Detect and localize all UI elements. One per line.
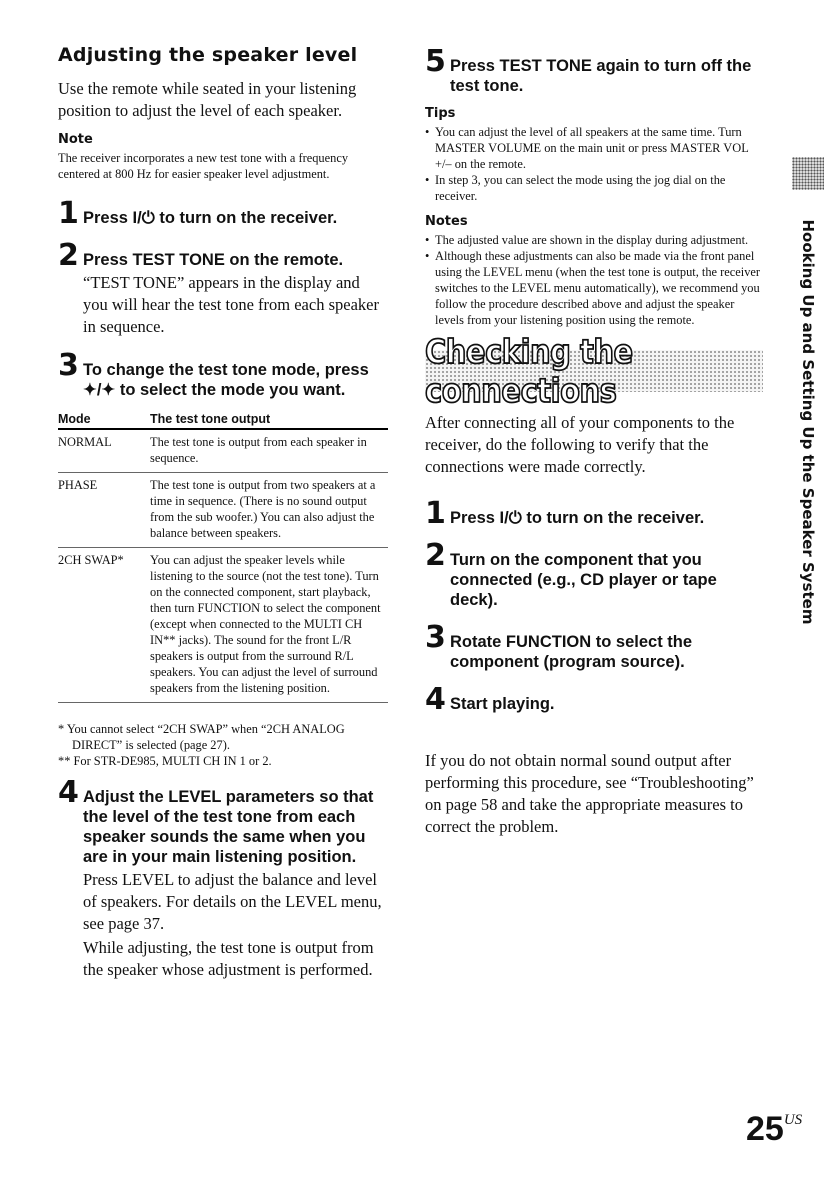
- connections-intro: After connecting all of your components to the receiver, do the following to verify that the connections were made correctly.: [425, 413, 735, 476]
- list-item: • Although these adjustments can also be made via the front panel using the LEVEL menu (when the test tone is output, the receiver switches to the LEVEL menu automatically), we recommend you follow the procedure described above and adjust the speaker levels from your listening position using the remote.: [425, 248, 765, 328]
- table-row: [58, 548, 388, 703]
- step-title: Press I/⏻ to turn on the receiver.: [83, 209, 338, 227]
- step-title: Press I/⏻ to turn on the receiver.: [450, 509, 705, 527]
- step-number: 1: [425, 496, 446, 531]
- notes-heading: Notes: [425, 214, 468, 229]
- page-number-value: 25: [746, 1110, 784, 1148]
- step-2-body: [58, 272, 388, 338]
- table-row: [58, 473, 388, 548]
- step-number: 3: [425, 620, 446, 655]
- list-item: • The adjusted value are shown in the display during adjustment.: [425, 232, 765, 248]
- note-text: The receiver incorporates a new test tone with a frequency centered at 800 Hz for easier speaker level adjustment.: [58, 151, 349, 181]
- intro-paragraph: Use the remote while seated in your listening position to adjust the level of each speaker.: [58, 79, 357, 120]
- banner-title: Checking the connections: [425, 331, 633, 411]
- step-4-body: [58, 869, 388, 981]
- step-2: [58, 238, 388, 273]
- footnote: ** For STR-DE985, MULTI CH IN 1 or 2.: [58, 754, 272, 768]
- output-cell: You can adjust the speaker levels while listening to the source (not the test tone). Turn on the connected component, start playback, then turn FUNCTION to select the component (except when connected to the MULTI CH IN** jacks). The sound for the front L/R speakers is output from the surround R/L speakers. You can adjust the level of surround speakers from the listening position.: [150, 548, 388, 703]
- chapter-tab-marker: [792, 157, 824, 190]
- step-title: Turn on the component that you connected (e.g., CD player or tape deck).: [450, 551, 717, 609]
- step-number: 4: [425, 682, 446, 717]
- mode-cell: NORMAL: [58, 429, 150, 473]
- check-step-4: [425, 682, 765, 717]
- step-title: Start playing.: [450, 695, 555, 713]
- step-number: 5: [425, 44, 446, 79]
- column-header-output: The test tone output: [150, 410, 388, 429]
- step-body-text: While adjusting, the test tone is output from the speaker whose adjustment is performed.: [83, 938, 374, 979]
- output-cell: The test tone is output from two speakers at a time in sequence. (There is no sound output from the sub woofer.) You can also adjust the balance between speakers.: [150, 473, 388, 548]
- check-step-3: [425, 620, 765, 672]
- mode-cell: PHASE: [58, 473, 150, 548]
- right-column: [425, 44, 765, 838]
- footnotes: [58, 721, 388, 769]
- section-heading: Adjusting the speaker level: [58, 44, 358, 66]
- page-number: [746, 1110, 802, 1149]
- section-banner: [425, 331, 763, 411]
- step-title: To change the test tone mode, press ✦/✦ to select the mode you want.: [83, 361, 369, 399]
- mode-cell: 2CH SWAP*: [58, 548, 150, 703]
- tips-list: [425, 124, 765, 204]
- step-1: [58, 196, 388, 231]
- column-header-mode: Mode: [58, 410, 150, 429]
- step-number: 4: [58, 775, 79, 810]
- notes-list: [425, 232, 765, 328]
- step-title: Press TEST TONE on the remote.: [83, 251, 344, 269]
- closing-paragraph: If you do not obtain normal sound output after performing this procedure, see “Troubleshooting” on page 58 and take the appropriate measures to correct the problem.: [425, 751, 754, 836]
- step-number: 2: [58, 238, 79, 273]
- output-cell: The test tone is output from each speaker in sequence.: [150, 429, 388, 473]
- chapter-side-title: Hooking Up and Setting Up the Speaker System: [799, 219, 817, 625]
- footnote: * You cannot select “2CH SWAP” when “2CH ANALOG DIRECT” is selected (page 27).: [58, 722, 345, 752]
- page-region-suffix: US: [783, 1112, 803, 1128]
- step-5: [425, 44, 765, 96]
- step-number: 3: [58, 348, 79, 383]
- step-title: Rotate FUNCTION to select the component (program source).: [450, 633, 693, 671]
- step-title: Adjust the LEVEL parameters so that the level of the test tone from each speaker sounds the same when you are in your main listening position.: [83, 788, 374, 866]
- step-number: 1: [58, 196, 79, 231]
- list-item: • In step 3, you can select the mode using the jog dial on the receiver.: [425, 172, 765, 204]
- tips-heading: Tips: [425, 106, 456, 121]
- step-body-text: Press LEVEL to adjust the balance and level of speakers. For details on the LEVEL menu, see page 37.: [83, 870, 382, 933]
- step-4: [58, 775, 388, 867]
- list-item: • You can adjust the level of all speakers at the same time. Turn MASTER VOLUME on the main unit or press MASTER VOL +/– on the remote.: [425, 124, 765, 172]
- left-column: [58, 44, 388, 981]
- step-3: [58, 348, 388, 400]
- check-step-1: [425, 496, 765, 531]
- table-header-row: [58, 410, 388, 429]
- note-heading: Note: [58, 132, 93, 147]
- step-body-text: “TEST TONE” appears in the display and you will hear the test tone from each speaker in sequence.: [83, 273, 379, 336]
- check-step-2: [425, 538, 765, 610]
- step-number: 2: [425, 538, 446, 573]
- test-tone-mode-table: [58, 410, 388, 703]
- step-title: Press TEST TONE again to turn off the test tone.: [450, 57, 752, 95]
- table-row: [58, 429, 388, 473]
